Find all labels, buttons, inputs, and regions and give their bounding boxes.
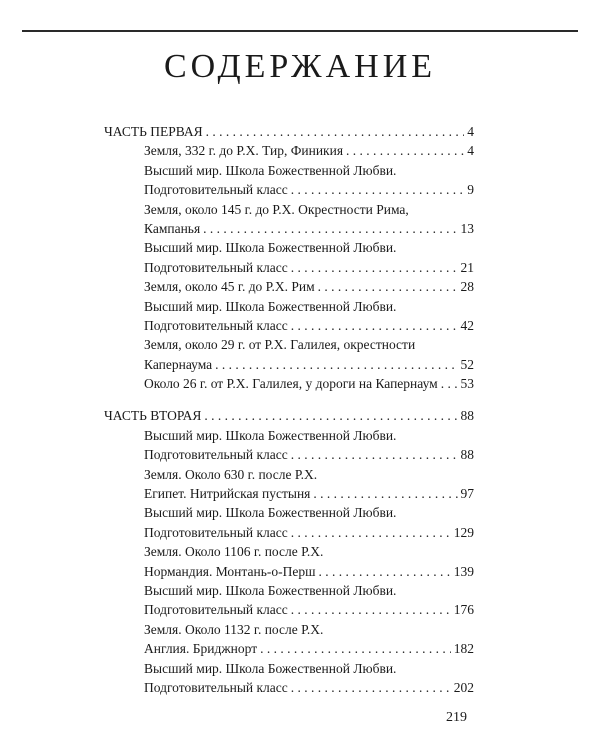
toc-entry-line-text: Высший мир. Школа Божественной Любви. bbox=[144, 660, 397, 676]
toc-entry-line-page-number: 97 bbox=[460, 486, 474, 502]
toc-entry-line bbox=[104, 581, 474, 600]
toc-entry-line-text: Кампанья bbox=[144, 220, 201, 236]
toc-entry-line-page-number: 21 bbox=[460, 259, 474, 275]
dot-leader bbox=[291, 445, 458, 464]
toc-entry-line bbox=[104, 316, 474, 335]
toc-entry-line-text: Земля, 332 г. до Р.Х. Тир, Финикия bbox=[144, 143, 344, 159]
toc-entry-line-page-number: 129 bbox=[453, 524, 474, 540]
toc-entry-line bbox=[104, 426, 474, 445]
dot-leader bbox=[346, 141, 464, 160]
part-heading-page-number: 88 bbox=[460, 408, 474, 424]
toc-entry-line bbox=[104, 200, 474, 219]
toc-entry-line-text: Подготовительный класс bbox=[144, 602, 288, 618]
part-heading bbox=[104, 406, 474, 425]
toc-entry-line-text: Подготовительный класс bbox=[144, 317, 288, 333]
toc-entry-line-page-number: 53 bbox=[460, 376, 474, 392]
toc-entry-line bbox=[104, 355, 474, 374]
toc-entry-line-text: Земля, около 29 г. от Р.Х. Галилея, окрестности bbox=[144, 337, 416, 353]
page-number: 219 bbox=[446, 710, 467, 725]
toc-entry-line-page-number: 52 bbox=[460, 356, 474, 372]
toc-entry-line-text: Подготовительный класс bbox=[144, 182, 288, 198]
toc-entry-line-text: Около 26 г. от Р.Х. Галилея, у дороги на Капернаум bbox=[144, 376, 438, 392]
dot-leader bbox=[215, 355, 457, 374]
page-title: СОДЕРЖАНИЕ bbox=[163, 48, 437, 85]
toc-entry-line-text: Высший мир. Школа Божественной Любви. bbox=[144, 162, 397, 178]
toc-entry-line bbox=[104, 161, 474, 180]
dot-leader bbox=[291, 523, 451, 542]
dot-leader bbox=[203, 219, 457, 238]
part-heading bbox=[104, 122, 474, 141]
dot-leader bbox=[291, 180, 464, 199]
toc-entry-line bbox=[104, 620, 474, 639]
toc-entry-line-text: Земля. Около 1106 г. после Р.Х. bbox=[144, 544, 324, 560]
toc-entry-line-text: Подготовительный класс bbox=[144, 447, 288, 463]
toc-entry-line-text: Земля, около 145 г. до Р.Х. Окрестности Рима, bbox=[144, 201, 409, 217]
toc-entry-line-text: Земля, около 45 г. до Р.Х. Рим bbox=[144, 279, 315, 295]
toc-entry-line-page-number: 13 bbox=[460, 220, 474, 236]
toc-entry-line bbox=[104, 659, 474, 678]
toc-entry-line bbox=[104, 277, 474, 296]
part-heading-text: ЧАСТЬ ВТОРАЯ bbox=[104, 408, 202, 424]
toc-entry-line bbox=[104, 180, 474, 199]
toc-entry-line-text: Земля. Около 630 г. после Р.Х. bbox=[144, 466, 318, 482]
toc-entry-line-text: Высший мир. Школа Божественной Любви. bbox=[144, 298, 397, 314]
toc-entry-line-text: Высший мир. Школа Божественной Любви. bbox=[144, 505, 397, 521]
toc-entry-line-page-number: 182 bbox=[453, 641, 474, 657]
toc-entry-line bbox=[104, 335, 474, 354]
toc-entry-line bbox=[104, 562, 474, 581]
dot-leader bbox=[318, 277, 458, 296]
dot-leader bbox=[318, 562, 450, 581]
toc-entry-line bbox=[104, 219, 474, 238]
dot-leader bbox=[291, 258, 458, 277]
toc-entry-line-text: Англия. Бриджнорт bbox=[144, 641, 258, 657]
part-heading-page-number: 4 bbox=[467, 124, 474, 139]
toc-entry-line bbox=[104, 374, 474, 393]
toc-entry-line-text: Высший мир. Школа Божественной Любви. bbox=[144, 582, 397, 598]
dot-leader bbox=[291, 678, 451, 697]
toc-entry-line bbox=[104, 484, 474, 503]
dot-leader bbox=[291, 600, 451, 619]
toc-entry-line bbox=[104, 503, 474, 522]
toc-entry-line-text: Подготовительный класс bbox=[144, 679, 288, 695]
toc-entry-line-page-number: 176 bbox=[453, 602, 474, 618]
toc-entry-line-page-number: 28 bbox=[460, 279, 474, 295]
toc-entry-line-text: Подготовительный класс bbox=[144, 259, 288, 275]
dot-leader bbox=[206, 122, 465, 141]
toc-entry-line bbox=[104, 445, 474, 464]
toc-entry-line-page-number: 42 bbox=[460, 317, 474, 333]
toc-entry-line-text: Земля. Около 1132 г. после Р.Х. bbox=[144, 621, 324, 637]
part-heading-text: ЧАСТЬ ПЕРВАЯ bbox=[104, 124, 203, 139]
toc-entry-line bbox=[104, 639, 474, 658]
dot-leader bbox=[441, 374, 458, 393]
toc-entry-line-text: Высший мир. Школа Божественной Любви. bbox=[144, 427, 397, 443]
toc-entry-line-text: Нормандия. Монтань-о-Перш bbox=[144, 563, 316, 579]
toc-entry-line bbox=[104, 523, 474, 542]
toc-entry-line-page-number: 4 bbox=[467, 143, 474, 159]
dot-leader bbox=[291, 316, 458, 335]
table-of-contents bbox=[104, 122, 474, 697]
toc-entry-line-text: Подготовительный класс bbox=[144, 524, 288, 540]
top-rule-divider bbox=[22, 30, 578, 32]
toc-entry-line-page-number: 202 bbox=[453, 679, 474, 695]
toc-entry-line-page-number: 88 bbox=[460, 447, 474, 463]
toc-entry-line bbox=[104, 258, 474, 277]
toc-entry-line bbox=[104, 141, 474, 160]
toc-entry-line bbox=[104, 600, 474, 619]
dot-leader bbox=[313, 484, 457, 503]
dot-leader bbox=[260, 639, 451, 658]
toc-entry-line bbox=[104, 238, 474, 257]
toc-entry-line-page-number: 9 bbox=[467, 182, 474, 198]
toc-entry-line-text: Египет. Нитрийская пустыня bbox=[144, 486, 311, 502]
toc-entry-line bbox=[104, 297, 474, 316]
toc-entry-line bbox=[104, 542, 474, 561]
toc-entry-line-page-number: 139 bbox=[453, 563, 474, 579]
toc-entry-line-text: Капернаума bbox=[144, 356, 213, 372]
toc-entry-line bbox=[104, 678, 474, 697]
dot-leader bbox=[204, 406, 457, 425]
toc-entry-line bbox=[104, 465, 474, 484]
toc-entry-line-text: Высший мир. Школа Божественной Любви. bbox=[144, 240, 397, 256]
